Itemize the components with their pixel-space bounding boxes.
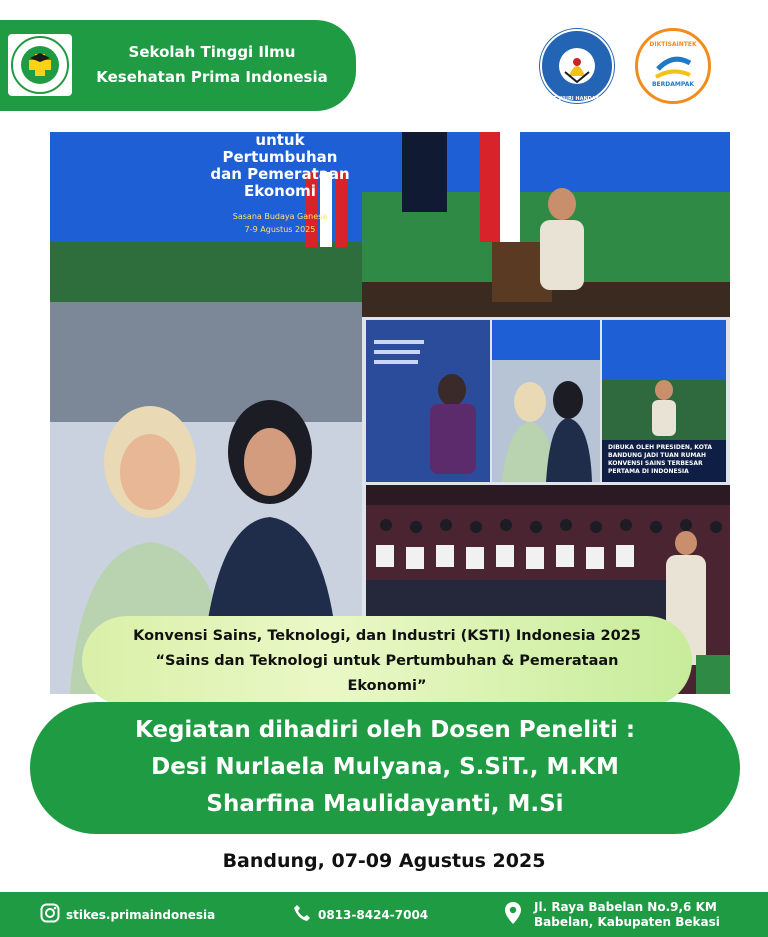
event-title-banner [82, 616, 692, 706]
phone-number: 0813-8424-7004 [318, 907, 429, 922]
stikes-logo [8, 34, 72, 96]
place-date: Bandung, 07-09 Agustus 2025 [222, 850, 546, 872]
phone-icon [292, 903, 312, 926]
venue-date: 7-9 Agustus 2025 [244, 225, 316, 234]
venue-text: Sasana Budaya Ganesa [232, 212, 328, 221]
instagram-handle: stikes.primaindonesia [66, 907, 216, 922]
president-speech-photo [362, 132, 730, 317]
address-contact[interactable] [504, 892, 720, 937]
stage-banner-line: Ekonomi [244, 182, 316, 200]
diktisaintek-berdampak-logo [635, 28, 711, 104]
selfie-thumbnail-photo [492, 320, 600, 482]
news-screen-caption: DIBUKA OLEH PRESIDEN, KOTA BANDUNG JADI TUAN RUMAH KONVENSI SAINS TERBESAR PERTAMA DI INDONESIA [608, 444, 713, 475]
location-pin-icon [504, 901, 522, 928]
event-title-line: Ekonomi” [347, 678, 427, 694]
stage-banner-line: dan Pemerataan [210, 165, 350, 183]
tut-wuri-text: TUT WURI HANDAYANI [545, 96, 609, 102]
stage-selfie-photo [50, 132, 362, 694]
address-line: Jl. Raya Babelan No.9,6 KM [534, 899, 717, 914]
tut-wuri-handayani-logo [539, 28, 615, 104]
event-title-line: Konvensi Sains, Teknologi, dan Industri (KSTI) Indonesia 2025 [133, 628, 641, 644]
stage-banner-text [200, 132, 360, 236]
attendance-banner [30, 702, 740, 834]
instagram-icon [40, 903, 60, 926]
news-screen-photo [602, 320, 726, 482]
event-title-line: “Sains dan Teknologi untuk Pertumbuhan & Pemerataan [155, 653, 619, 669]
attendee-name: Sharfina Maulidayanti, M.Si [206, 791, 564, 817]
diktisaintek-text: DIKTISAINTEK [649, 41, 697, 48]
instagram-contact[interactable] [40, 892, 215, 937]
attendance-heading: Kegiatan dihadiri oleh Dosen Peneliti : [134, 717, 636, 743]
address-line: Babelan, Kabupaten Bekasi [534, 914, 720, 929]
minister-slide-photo [366, 320, 490, 482]
event-photo-collage [50, 132, 730, 694]
attendee-name: Desi Nurlaela Mulyana, S.SiT., M.KM [151, 754, 619, 780]
stage-banner-line: untuk Pertumbuhan [222, 132, 338, 166]
phone-contact[interactable] [292, 892, 428, 937]
berdampak-text: BERDAMPAK [651, 81, 695, 88]
footer-bar [0, 892, 768, 937]
institution-name: Sekolah Tinggi Ilmu Kesehatan Prima Indonesia [96, 43, 328, 86]
